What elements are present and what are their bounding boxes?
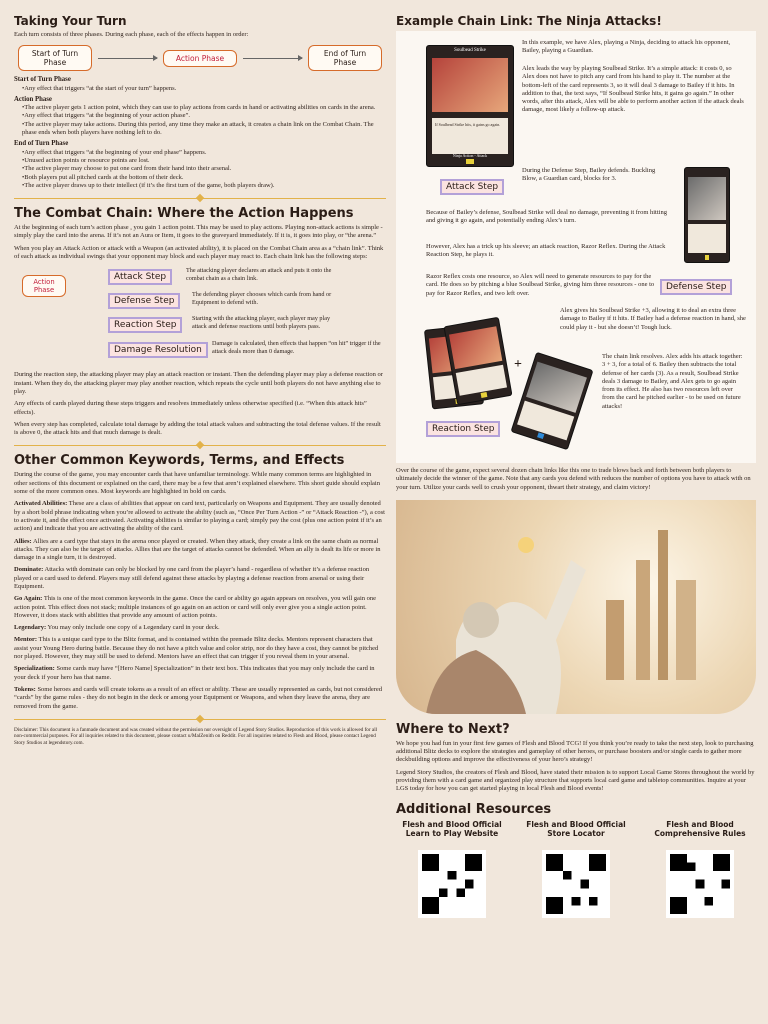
ninja-paragraph: The chain link resolves. Alex adds his attack together: 3 + 3, for a total of 6. Bailey then subtracts the total defense of her cards (3). As a result, Soulbead Strike deals 3 damage to Bailey, and Alex gets to go again from its effect. He also has two resources left over from the card he pitched earlier - to be used on future attacks! — [602, 353, 743, 410]
keyword-term: Activated Abilities: — [14, 500, 68, 508]
qr-code-icon[interactable] — [542, 850, 610, 918]
action-phase-heading: Action Phase — [14, 95, 52, 103]
keywords-list — [14, 500, 386, 711]
keyword-entry — [14, 500, 386, 533]
keyword-term: Mentor: — [14, 636, 38, 644]
defense-step-label: Defense Step — [660, 279, 732, 295]
combat-title: The Combat Chain: Where the Action Happens — [14, 206, 354, 222]
card-name: Soulbead Strike — [454, 48, 486, 53]
keyword-term: Allies: — [14, 537, 32, 545]
ninja-paragraph: In this example, we have Alex, playing a Ninja, deciding to attack his opponent, Bailey, playing a Guardian. — [522, 39, 731, 55]
arrow-icon — [243, 58, 302, 59]
reaction-step-label: Reaction Step — [426, 421, 500, 437]
keywords-intro: During the course of the game, you may encounter cards that have unfamiliar terminology. While many common terms are highlighted in other sections of this document or explained on the card, there may be a few that aren’t explained elsewhere. This short guide should explain some of the more common ones. Most keywords are highlighted in bold on cards. — [14, 471, 380, 496]
combat-paragraph: When you play an Attack Action or attack with a Weapon (an activated ability), it is placed on the Combat Chain area as a “chain link”. Think of each attack as individual swings that your opponent may block and each player may react to. Each chain link has the following steps: — [14, 244, 384, 261]
keyword-definition: Attacks with dominate can only be blocked by one card from the player’s hand - regardless of whether it’s a defense reaction played or a card used to defend. Players may still defend against these attacks by playing a defense reaction from arsenal or using their Equipment. — [14, 566, 370, 590]
qr-code-icon[interactable] — [418, 850, 486, 918]
keyword-definition: This is a unique card type to the Blitz format, and is contained within the premade Blitz decks. Mentors represent characters that assist your Young Hero during battle. Because they do not have a pitch value and color strip, nor do they have a cost, they cannot be pitched nor played. However, they may still be used to defend. Mentors have an effect that can trigger if you reveal them in your arsenal. — [14, 636, 379, 661]
arrow-icon — [98, 58, 157, 59]
defense-step-label: Defense Step — [108, 293, 180, 309]
ninja-paragraph: During the Defense Step, Bailey defends. Buckling Blow, a Guardian card, blocks for 3. — [522, 167, 656, 183]
left-column — [14, 0, 386, 747]
chain-steps-diagram — [14, 265, 386, 369]
end-phase-item: •The active player draws up to their intellect (if it’s the first turn of the game, both players draw). — [22, 181, 275, 189]
keywords-title: Other Common Keywords, Terms, and Effects — [14, 453, 345, 469]
buckling-blow-card — [684, 167, 730, 263]
right-column — [396, 0, 756, 918]
keyword-entry — [14, 686, 386, 711]
end-phase-heading: End of Turn Phase — [14, 140, 69, 148]
attack-step-label: Attack Step — [440, 179, 504, 195]
blue-soulbead-card — [510, 352, 593, 450]
turn-title: Taking Your Turn — [14, 14, 127, 28]
illustration-art — [396, 500, 756, 714]
combat-paragraph: Any effects of cards played during these steps triggers and resolves immediately unless otherwise specified (i.e. “When this attack hits” effects). — [14, 400, 367, 416]
defense-step-desc: The defending player chooses which cards from hand or Equipment to defend with. — [192, 291, 332, 306]
resources-row — [396, 820, 756, 918]
next-paragraph: Legend Story Studios, the creators of Flesh and Blood, have stated their mission is to support Local Game Stores throughout the world by providing them with a card game and organized play structure that supports local card game and tabletop communities. Inquire at your LGS today for how you can get started playing in local Flesh and Blood events! — [396, 768, 755, 793]
keyword-definition: Some heroes and cards will create tokens as a result of an effect or ability. These are usually represented as cards, but not considered “cards” by the game rules - they do not begin in the deck or among your Equipment or Weapons, and when they leave the arena, they are removed from the game. — [14, 685, 383, 710]
resource-label: Flesh and Blood Official Learn to Play Website — [402, 819, 502, 838]
plus-icon: + — [514, 357, 522, 372]
combat-paragraph: When every step has completed, calculate total damage by adding the total attack values and subtracting the total defense values. If the result is above 0, the attack hits and that much damage is dealt. — [14, 420, 381, 437]
resource-item[interactable] — [526, 820, 626, 918]
next-title: Where to Next? — [396, 721, 510, 737]
resources-title: Additional Resources — [396, 801, 552, 817]
phase-flow — [14, 45, 386, 71]
reaction-step-desc: Starting with the attacking player, each player may play attack and defense reactions until both players pass. — [192, 315, 331, 330]
keyword-term: Go Again: — [14, 595, 43, 603]
start-phase-item: •Any effect that triggers “at the start of your turn” happens. — [22, 84, 177, 92]
keyword-term: Dominate: — [14, 566, 44, 574]
keyword-entry — [14, 665, 386, 682]
section-divider — [14, 441, 386, 449]
soulbead-strike-card — [426, 45, 514, 167]
phase-action-box: Action Phase — [163, 50, 237, 67]
section-divider — [14, 715, 386, 723]
keyword-definition: This is one of the most common keywords in the game. Once the card or ability go again appears on resolves, you will gain one action point. This effect does not stack; multiple instances of go again on an action or card will only ever give you a single action point. However, it does stack with abilities that provide any amount of action points. — [14, 595, 377, 619]
action-phase-box: Action Phase — [22, 275, 66, 297]
reaction-step-label: Reaction Step — [108, 317, 182, 333]
ninja-title: Example Chain Link: The Ninja Attacks! — [396, 14, 662, 28]
taking-your-turn-section — [14, 0, 386, 190]
resource-item[interactable] — [402, 820, 502, 918]
keyword-entry — [14, 566, 386, 591]
qr-code-icon[interactable] — [666, 850, 734, 918]
keyword-term: Specialization: — [14, 665, 55, 673]
keyword-term: Legendary: — [14, 624, 47, 632]
action-phase-item: •The active player may take actions. During this period, any time they make an attack, it creates a chain link on the Combat Chain. The phase ends when both players have nothing left to do. — [22, 120, 374, 137]
end-phase-item: •Any effect that triggers “at the beginning of your end phase” happens. — [22, 148, 207, 156]
resource-label: Flesh and Blood Official Store Locator — [526, 819, 626, 838]
ninja-paragraph: Because of Bailey’s defense, Soulbead Strike will deal no damage, preventing it from hitting and giving it go again, and potentially ending Alex’s turn. — [426, 209, 667, 225]
combat-chain-section — [14, 206, 386, 437]
phase-end-box: End of Turn Phase — [308, 45, 382, 71]
ninja-paragraph: Alex gives his Soulbead Strike +3, allowing it to deal an extra three damage to Bailey if it hits. If Bailey had a defense reaction in hand, she could play it - but she doesn’t! Tough luck. — [560, 307, 746, 331]
keyword-definition: You may only include one copy of a Legendary card in your deck. — [46, 624, 220, 632]
keyword-definition: These are a class of abilities that appear on card text, particularly on Weapons and Equipment. They are usually denoted by a short bold phrase indicating when you’re allowed to activate the ability (such as, “Once Per Turn Action -” or “Attack Reaction -”), a cost to activate it, and the effect once activated. Activating abilities is similar to playing a card; simply pay the cost (plus one action point if it’s an action) and indicate that you are activating the ability of the card. — [14, 500, 385, 533]
action-phase-item: •The active player gets 1 action point, which they can use to play actions from cards in hand or activating abilities on cards in the arena. — [22, 104, 376, 112]
action-phase-item: •Any effect that triggers “at the beginning of your action phase”. — [22, 112, 191, 120]
resource-label: Flesh and Blood Comprehensive Rules — [654, 819, 746, 838]
keyword-entry — [14, 624, 386, 632]
keyword-entry — [14, 595, 386, 620]
hero-illustration — [396, 500, 756, 714]
ninja-summary: Over the course of the game, expect several dozen chain links like this one to trade blows back and forth between both players to ultimately decide the winner of the game. Note that any cards you defend with reduces the number of options you have to attack with on your turn. Utilize your cards well to crush your opponent, thwart their strategy, and claim victory! — [396, 467, 751, 491]
start-phase-heading: Start of Turn Phase — [14, 76, 71, 84]
combat-paragraph: At the beginning of each turn’s action phase , you gain 1 action point. This may be used to play actions. Playing non-attack actions is simple - simply play the card into the arena. If it’s not an Aura or Item, it goes to the graveyard immediately. If it is, it goes into play, or “the arena.” — [14, 224, 383, 240]
turn-intro: Each turn consists of three phases. During each phase, each of the effects happen in order: — [14, 31, 249, 38]
keyword-definition: Some cards may have “[Hero Name] Specialization” in their text box. This indicates that you may only include the card in your deck if your hero has that name. — [14, 665, 375, 681]
card-text: If Soulbead Strike hits, it gains go again. — [435, 122, 501, 127]
keywords-section — [14, 453, 386, 710]
ninja-paragraph: Alex leads the way by playing Soulbead Strike. It’s a simple attack: it costs 0, so Alex does not have to pitch any card from his hand to play it. The number at the bottom-left of the card represents 3, so it will deal 3 damage to Bailey if it hits. In addition to that, the text says, “If Soulbead Strike hits, it gains go again.” In other words, after this attack, Alex will be able to perform another action if the attack deals damage, most likely a follow-up attack. — [522, 65, 744, 114]
resource-item[interactable] — [650, 820, 750, 918]
attack-step-label: Attack Step — [108, 269, 172, 285]
damage-resolution-label: Damage Resolution — [108, 342, 208, 358]
end-phase-item: •The active player may choose to put one card from their hand into their arsenal. — [22, 165, 232, 173]
combat-paragraph: During the reaction step, the attacking player may play an attack reaction or instant. Then the defending player may play a defense reaction or instant. When they do, the attacking player may play another reaction, which repeats the cycle until both players do not have anything else to play. — [14, 371, 383, 395]
attack-step-desc: The attacking player declares an attack and puts it onto the combat chain as a chain link. — [186, 267, 332, 282]
disclaimer: Disclaimer: This document is a fanmade document and was created without the permission nor oversight of Legend Story Studios. Reproduction of this work is allowed for all non-commercial purposes. For all inquiries related to this document, please contact u/MalZenith on Reddit. For all inquiries related to Flesh and Blood, please contact Legend Story Studios at legendstory.com. — [14, 726, 378, 747]
card-type: Ninja Action - Attack — [452, 153, 488, 158]
next-paragraph: We hope you had fun in your first few games of Flesh and Blood TCG! If you think you’re ready to take the next step, look to purchasing additional Blitz decks to explore the strategies and gameplay of other heroes, or purchase boosters and/or single cards to gather more deckbuilding options and improve the effectiveness of your hero’s strategy! — [396, 739, 754, 764]
ninja-paragraph: However, Alex has a trick up his sleeve; an attack reaction, Razor Reflex. During the Attack Reaction Step, he plays it. — [426, 243, 666, 259]
ninja-paragraph: Razor Reflex costs one resource, so Alex will need to generate resources to pay for the card. He does so by pitching a blue Soulbead Strike, giving him three resources - one to pay for Razor Reflex, and two left over. — [426, 273, 655, 297]
end-phase-item: •Unused action points or resource points are lost. — [22, 156, 150, 164]
phase-start-box: Start of Turn Phase — [18, 45, 92, 71]
example-panel — [396, 31, 756, 463]
section-divider — [14, 194, 386, 202]
end-phase-item: •Both players put all pitched cards at the bottom of their deck. — [22, 173, 184, 181]
keyword-entry — [14, 538, 386, 563]
keyword-definition: Allies are a card type that stays in the arena once played or created. When they attack, they create a link on the same chain as normal attacks. They can also be the target of attacks. Allies that are the target of attacks cannot be defended. When an ally is dealt its life or more in damage in a single turn, it is destroyed. — [14, 537, 381, 562]
keyword-entry — [14, 636, 386, 661]
damage-resolution-desc: Damage is calculated, then effects that happen “on hit” trigger if the attack deals more than 0 damage. — [212, 340, 381, 355]
keyword-term: Tokens: — [14, 685, 36, 693]
